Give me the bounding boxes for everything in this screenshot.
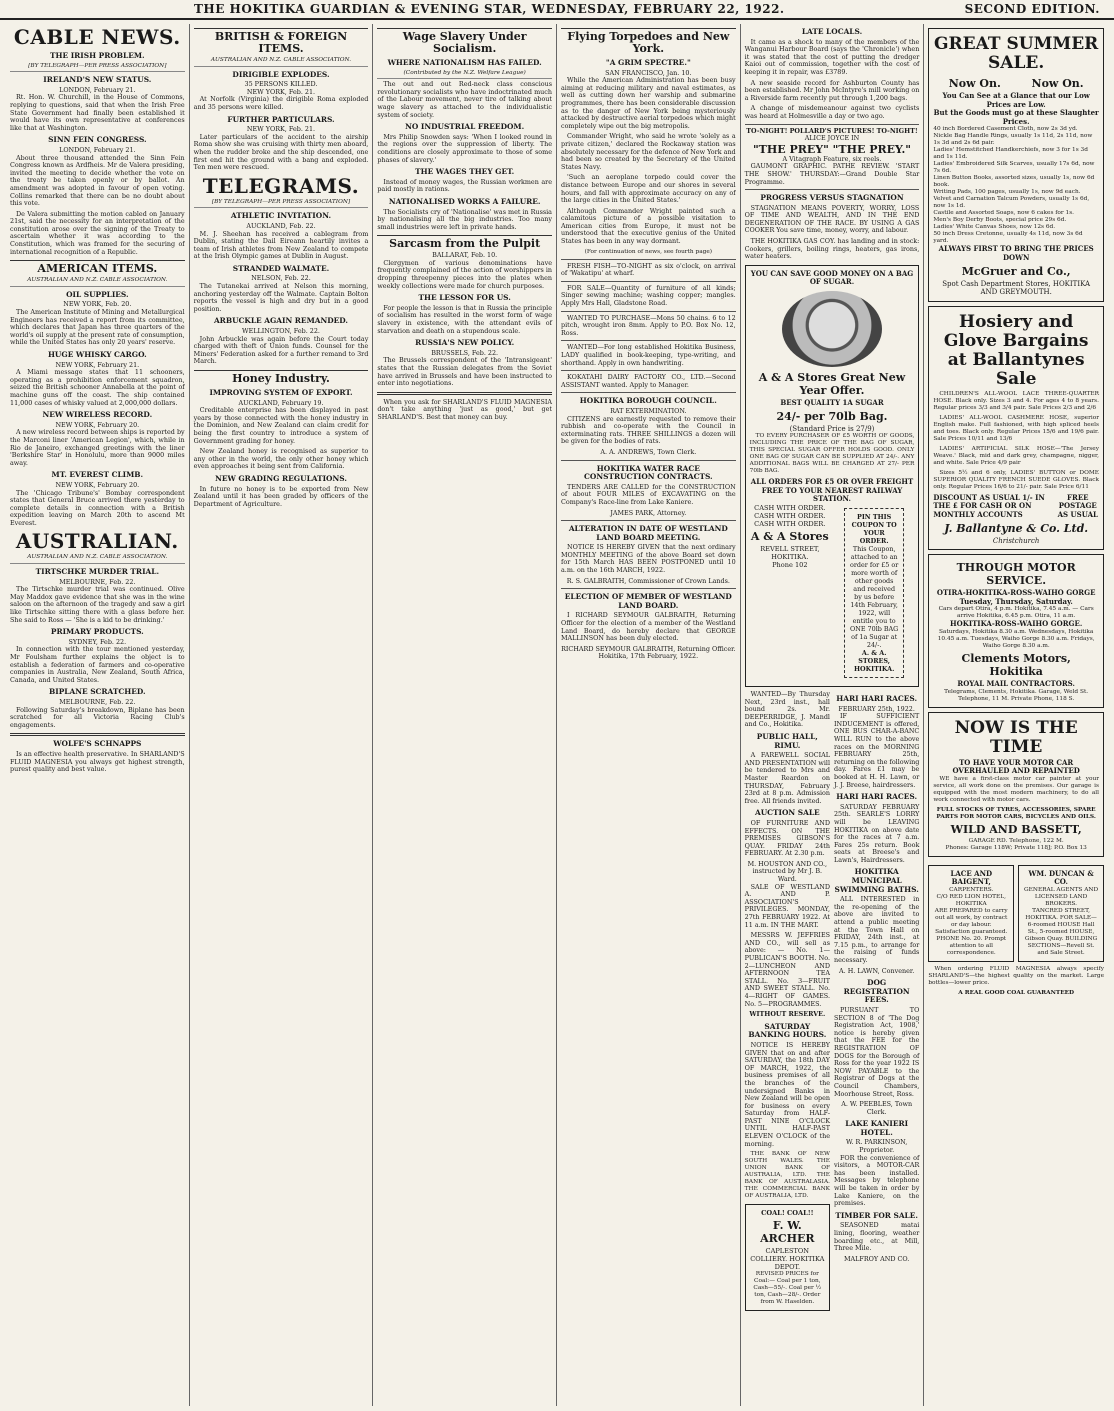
notice-signature: JAMES PARK, Attorney.: [610, 508, 687, 517]
article-heading: NEW GRADING REGULATIONS.: [215, 473, 347, 483]
garage-stocks: FULL STOCKS OF TYRES, ACCESSORIES, SPARE PARTS FOR MOTOR CARS, BICYCLES AND OILS.: [936, 806, 1096, 820]
dateline: SAN FRANCISCO, Jan. 10.: [605, 68, 692, 77]
article-text: About three thousand attended the Sinn Fein Congress known as Ardfheis. Mr de Valera presiding, invited the meeting to decide whether the vote on the treaty be taken openly or by ballot. An amendment was adopted in favour of open voting. Collins remarked that there can be no doubt about this vote.: [10, 153, 185, 208]
garage-ad: [928, 712, 1104, 857]
column-6: [924, 24, 1108, 1406]
article-heading: ATHLETIC INVITATION.: [230, 211, 332, 221]
notice-signature: M. HOUSTON AND CO., instructed by Mr J. B. Ward.: [747, 859, 828, 884]
dateline: AUCKLAND, February 19.: [238, 398, 324, 407]
notice-text: SATURDAY FEBRUARY 25th. SEARLE'S LORRY will be LEAVING HOKITIKA on above date for the races at 7 a.m. Fares 25s return. Book seats at Breese's and Lawn's, Hairdressers.: [833, 802, 920, 864]
notice-heading: LAKE KANIERI HOTEL.: [845, 1119, 909, 1137]
article-heading: IRELAND'S NEW STATUS.: [43, 75, 152, 85]
dateline: LONDON, February 21.: [59, 145, 136, 154]
list-item: Writing Pads, 100 pages, usually 1s, now 9d each.: [933, 189, 1081, 196]
sugar-ad-price: 24/- per 70lb Bag.: [776, 409, 888, 423]
notice-text: FOR the convenience of visitors, a MOTOR-CAR has been installed. Messages by telephone will be taken in order by Lake Kaniere, on the premises.: [833, 1153, 920, 1208]
notice-heading: ELECTION OF MEMBER OF WESTLAND LAND BOARD.: [564, 592, 732, 610]
dateline: WELLINGTON, Feb. 22.: [242, 327, 320, 336]
store-address: REVELL STREET, HOKITIKA.: [760, 545, 820, 561]
list-item: Ladies' White Canvas Shoes, now 12s 6d.: [933, 224, 1056, 231]
article-text: Commander Wright, who said he wrote 'solely as a private citizen,' declared the Rockaway station was absolutely necessary for the defence of New York and had been so created by the Secretary of the United States Navy.: [561, 132, 736, 171]
sugar-ad: [745, 265, 920, 687]
coupon-signature: A. & A. STORES, HOKITIKA.: [853, 649, 895, 673]
article-heading: STRANDED WALMATE.: [232, 263, 330, 273]
sugar-ad-title: A & A Stores Great New Year Offer.: [758, 371, 906, 398]
continued-note: (For continuation of news, see fourth page): [584, 248, 713, 255]
classified-ad: FOR SALE—Quantity of furniture of all kinds; Singer sewing machine; washing copper; mangles. Apply Mrs Hall, Gladstone Road.: [561, 283, 736, 308]
coupon-heading: PIN THIS COUPON TO YOUR ORDER.: [851, 513, 897, 545]
ad-text: When ordering FLUID MAGNESIA always specify SHARLAND'S—the highest quality on the market. Large bottles—lower price.: [928, 965, 1104, 986]
coal-merchant-subtitle: CAPLESTON COLLIERY. HOKITIKA DEPOT.: [750, 1247, 825, 1272]
sugar-ad-quality: BEST QUALITY 1A SUGAR: [780, 398, 884, 408]
article-heading: THE LESSON FOR US.: [418, 293, 511, 303]
store-name: A & A Stores: [750, 530, 829, 543]
australian-heading: AUSTRALIAN.: [15, 529, 179, 554]
article-text: Rt. Hon. W. Churchill, in the House of Commons, replying to questions, said that when the Irish Free State Government had finally been established it would have its own representative at conferences like that at Washington.: [10, 93, 185, 132]
article-heading: ARBUCKLE AGAIN REMANDED.: [213, 316, 349, 326]
motor-firm-subtitle: ROYAL MAIL CONTRACTORS.: [957, 678, 1075, 688]
dateline: MELBOURNE, Feb. 22.: [59, 697, 136, 706]
store-name: J. Ballantyne & Co. Ltd.: [944, 521, 1089, 535]
notice-heading: HOKITIKA BOROUGH COUNCIL.: [579, 396, 717, 406]
notice-signature: A. H. LAWN, Convener.: [839, 966, 915, 975]
film-subtitle: A Vitagraph Feature, six reels.: [782, 154, 882, 163]
notice-heading: HOKITIKA WATER RACE CONSTRUCTION CONTRACTS.: [584, 463, 713, 482]
article-text: For people the lesson is that in Russia the principle of socialism has resulted in the worst form of wage slavery in existence, with the attendant evils of starvation and death on a stupendous scale.: [377, 303, 552, 335]
article-text: The Tutanekai arrived at Nelson this morning, anchoring yesterday off the Walmate. Captain Bolton reports the vessel is high and dry but in a good position.: [193, 282, 369, 313]
summer-sale-title: GREAT SUMMER SALE.: [934, 34, 1099, 73]
article-heading: WHERE NATIONALISM HAS FAILED.: [387, 58, 542, 67]
notice-text: MESSRS W. JEFFRIES AND CO., will sell as above: — No. 1—PUBLICAN'S BOOTH. No. 2—LUNCHEON AND AFTERNOON TEA STALL. No. 3—FRUIT AND SWEET STALL. No. 4—RIGHT OF GAMES. No. 5—PROGRAMMES.: [744, 931, 830, 1008]
dateline: BRUSSELS, Feb. 22.: [431, 348, 499, 357]
coal-ad: [745, 1204, 830, 1311]
motor-days: Tuesday, Thursday, Saturday.: [959, 596, 1073, 606]
motor-phone: Telegrams, Clements, Hokitika. Garage, Weld St. Telephone, 11 M. Private Phone, 118 S.: [944, 688, 1089, 702]
hosiery-title: Hosiery and Glove Bargains at Ballantynes Sale: [943, 311, 1089, 389]
bank-list: THE BANK OF NEW SOUTH WALES. THE UNION BANK OF AUSTRALIA, LTD. THE BANK OF AUSTRALASIA. THE COMMERCIAL BANK OF AUSTRALIA, LTD.: [744, 1151, 830, 1200]
article-text: The Socialists cry of 'Nationalise' was met in Russia by nationalising all the big industries. Too many small industries were left in private hands.: [377, 207, 552, 231]
article-text: The American Institute of Mining and Metallurgical Engineers has received a report from its committee, which declares that Japan has three quarters of the world's oil supply at the present rate of consumption, while the United States has only 20 years' reserve.: [10, 308, 185, 347]
garage-subtitle: TO HAVE YOUR MOTOR CAR OVERHAULED AND REPAINTED: [952, 757, 1080, 776]
article-text: 'Such an aeroplane torpedo could cover the distance between Europe and our shores in several hours, and fall with approximate accuracy on any of the large cities in the United States.': [561, 173, 736, 205]
coal-heading: COAL! COAL!!: [761, 1209, 814, 1218]
ad-text: STAGNATION MEANS POVERTY, WORRY, LOSS OF TIME AND WEALTH, AND IN THE END DEGENERATION OF THE RACE. BY USING A GAS COOKER You save time, money, worry, and labour.: [744, 203, 920, 235]
firm-text: ARE PREPARED to carry out all work, by contract or day labour. Satisfaction guaranteed. PHONE No. 20. Prompt attention to all correspondence.: [934, 907, 1008, 956]
column-3: [373, 24, 557, 1406]
motor-times: Saturdays, Hokitika 8.30 a.m. Wednesdays, Hokitika 10.45 a.m. Tuesdays, Waiho Gorge 8.30 a.m. Fridays, Waiho Gorge 8.30 a.m.: [937, 628, 1095, 649]
motor-service-title: THROUGH MOTOR SERVICE.: [956, 561, 1076, 588]
sugar-ad-orders: ALL ORDERS FOR £5 OR OVER FREIGHT FREE TO YOUR NEAREST RAILWAY STATION.: [750, 477, 914, 504]
classified-ad: WANTED—By Thursday Next, 23rd inst., hall bound 2s. Mr. DEEPERRIDGE, J. Mandl and Co., Hokitika.: [744, 690, 830, 729]
garage-name: WILD AND BASSETT,: [950, 822, 1082, 836]
article-heading: HUGE WHISKY CARGO.: [47, 350, 147, 359]
sugar-coupon: [844, 508, 904, 678]
duncan-ad: [1018, 865, 1104, 962]
list-item: Men's Boy Derby Boots, special price 29s 6d.: [933, 217, 1067, 224]
credit-line: AUSTRALIAN AND N.Z. CABLE ASSOCIATION.: [10, 554, 185, 564]
store-name: McGruer and Co.,: [961, 264, 1071, 278]
article-text: M. J. Sheehan has received a cablegram from Dublin, stating the Dail Eireann heartily invites a team of Irish athletes from New Zealand to compete at the Irish Olympic games at Dublin in August.: [193, 229, 369, 261]
credit-line: AUSTRALIAN AND N.Z. CABLE ASSOCIATION.: [10, 277, 185, 287]
summer-sale-glance: You Can See at a Glance that our Low Prices are Low.: [942, 91, 1090, 109]
notice-heading: TIMBER FOR SALE.: [835, 1210, 918, 1220]
notice-text: SEASONED matai lining, flooring, weather boarding etc., at Mill, Three Mile.: [833, 1221, 920, 1253]
list-item: Castile and Assorted Soaps, now 6 cakes for 1s.: [933, 210, 1075, 217]
without-reserve: WITHOUT RESERVE.: [749, 1010, 826, 1019]
article-text: The out and out Red-neck class conscious revolutionary socialists who have indoctrinated much of the Labour movement, never tire of talking about wage slavery as attached to the individualistic system of society.: [377, 80, 552, 119]
summer-sale-ad: [928, 28, 1104, 302]
article-heading: SINN FEIN CONGRESS.: [48, 135, 147, 145]
credit-line: (Contributed by the N.Z. Welfare League): [377, 70, 552, 80]
article-text: A new seaside record for Ashburton County has been established. Mr John McIntyre's mill working on a Riverside farm recently put through 1,200 bags.: [744, 78, 920, 102]
film-title: "THE PREY" "THE PREY.": [752, 142, 912, 156]
notice-heading: PUBLIC HALL, RIMU.: [756, 731, 818, 750]
classified-ad: WANTED TO PURCHASE—Mons 50 chains. 6 to 12 pitch, wrought iron 8mm. Apply to P.O. Box No. 12, Ross.: [561, 313, 736, 337]
now-on-label: Now On.: [1031, 77, 1084, 90]
edition-label: SECOND EDITION.: [964, 2, 1100, 16]
article-text: Following Saturday's breakdown, Biplane has been scratched for all Victoria Racing Club's engagements.: [10, 705, 185, 729]
article-text: At Norfolk (Virginia) the dirigible Roma exploded and 35 persons were killed.: [193, 95, 369, 111]
notice-heading: HARI HARI RACES.: [836, 792, 918, 802]
article-heading: PRIMARY PRODUCTS.: [50, 627, 144, 637]
notice-text: ALL INTERESTED in the re-opening of the above are invited to attend a public meeting at the Town Hall on FRIDAY, 24th inst., at 7.15 p.m., to arrange for the raising of funds necessary.: [833, 895, 920, 964]
list-item: LADIES' ARTIFICIAL SILK HOSE—'The Jersey Weave.' Black, mid and dark grey, champagne, nigger, and white. Sale Price 4/9 pair: [933, 445, 1099, 466]
article-text: New Zealand honey is recognised as superior to any other in the world, the only other honey which even approaches it being sent from California.: [193, 447, 369, 471]
notice-signature: R. S. GALBRAITH, Commissioner of Crown Lands.: [566, 576, 730, 585]
sugar-ad-standard-price: (Standard Price is 27/9): [789, 424, 875, 433]
cash-with-order: CASH WITH ORDER.: [754, 504, 826, 512]
firm-subtitle: CARPENTERS.: [949, 886, 994, 893]
classified-ad: KOKATAHI DAIRY FACTORY CO., LTD.—Second ASSISTANT wanted. Apply to Manager.: [561, 373, 736, 389]
list-item: Ladies' Embroidered Silk Scarves, usually 17s 6d, now 7s 6d.: [933, 161, 1095, 175]
coal-prices: REVISED PRICES for Coal:— Coal per 1 ton, Cash—55/-. Coal per ½ ton, Cash—28/-. Order from W. Haselden.: [753, 1271, 822, 1306]
article-text: While the American Administration has been busy aiming at reducing military and naval estimates, as well as cutting down her warship and submarine programmes, there has been considerable discussion as to the danger of New York being mysteriously attacked by destructive aerial torpedoes which might completely wipe out the big metropolis.: [561, 76, 736, 130]
article-heading: THE WAGES THEY GET.: [415, 167, 515, 177]
summer-sale-items: [933, 126, 1099, 245]
cash-with-order: CASH WITH ORDER.: [754, 520, 826, 528]
section-heading: Honey Industry.: [194, 370, 369, 385]
notice-heading: ALTERATION IN DATE OF WESTLAND LAND BOARD MEETING.: [568, 524, 728, 542]
notice-signature: A. W. PEEBLES, Town Clerk.: [841, 1100, 913, 1116]
article-text: Later particulars of the accident to the airship Roma show she was cruising with thirty men aboard, when the rudder broke and the ship descended, one first end hit the ground with a bang and exploded. Ten men were rescued.: [193, 132, 369, 172]
section-heading: AMERICAN ITEMS.: [10, 260, 185, 275]
newspaper-page: [6, 24, 1108, 1406]
notice-signature: MALFROY AND CO.: [844, 1254, 910, 1263]
dateline: AUCKLAND, Feb. 22.: [246, 221, 316, 230]
article-text: Creditable enterprise has been displayed in past years by those connected with the honey industry in the Dominion, and New Zealand can claim credit for being the first country to introduce a system of Government grading for honey.: [193, 406, 369, 445]
garage-phone: Phones: Garage 118W; Private 118J; P.O. Box 13: [945, 844, 1087, 851]
list-item: 40 inch Bordered Casement Cloth, now 2s 3d yd.: [933, 126, 1078, 133]
list-item: Velvet and Carnation Talcum Powders, usually 1s 6d, now 1s 1d.: [933, 196, 1090, 210]
store-subtitle: Spot Cash Department Stores, HOKITIKA AND GREYMOUTH.: [942, 279, 1091, 297]
article-text: John Arbuckle was again before the Court today charged with theft of Union funds. Counsel for the Miners' Federation asked for a further remand to 3rd March.: [193, 334, 369, 366]
article-heading: FURTHER PARTICULARS.: [227, 114, 335, 124]
list-item: Sizes 5½ and 6 only, LADIES' BUTTON or DOME SUPERIOR QUALITY FRENCH SUEDE GLOVES. Black only. Regular Prices 16/6 to 21/- pair. Sale Price 6/11: [933, 469, 1099, 490]
article-heading: "A GRIM SPECTRE.": [605, 58, 691, 67]
article-text: The Tirtschke murder trial was continued. Olive May Maddox gave evidence that she was in the wine saloon on the afternoon of the tragedy and saw a girl like Tirtschke sitting there with a glass before her. She said to Ross — 'She is a kid to be drinking.': [10, 585, 185, 624]
ad-text: Is an effective health preservative. In SHARLAND'S FLUID MAGNESIA you always get highest strength, purest quality and best value.: [10, 749, 185, 774]
notice-text: NOTICE IS HEREBY GIVEN that the next ordinary MONTHLY MEETING of the above Board set down for 15th March HAS BEEN POSTPONED until 10 a.m. on the 16th MARCH, 1922.: [561, 543, 736, 575]
ad-text: THE HOKITIKA GAS COY. has landing and in stock: Cookers, grillers, boiling rings, heaters, gas irons, water heaters.: [744, 237, 920, 261]
list-item: LADIES' ALL-WOOL CASHMERE HOSE, superior English make. Full fashioned, with high spliced heels and toes. Black only. Regular Prices 15/6 and 19/6 pair. Sale Prices 10/11 and 13/6: [933, 414, 1099, 442]
section-heading: LATE LOCALS.: [801, 27, 863, 36]
telegrams-heading: TELEGRAMS.: [202, 173, 360, 198]
coupon-text: This Coupon, attached to an order for £5 or more worth of other goods and received by us before 14th February, 1922, will entitle you to ONE 70lb BAG of 1a Sugar at 24/-.: [850, 545, 899, 649]
store-city: Christchurch: [992, 536, 1040, 545]
dateline: BALLARAT, Feb. 10.: [432, 251, 498, 260]
now-on-label: Now On.: [948, 77, 1001, 90]
film-cast: ALICE JOYCE IN: [804, 134, 860, 143]
article-heading: DIRIGIBLE EXPLODES.: [232, 69, 330, 79]
classified-ad: WANTED—For long established Hokitika Business, LADY qualified in book-keeping, type-writing, and shorthand. Apply in own handwriting.: [561, 343, 736, 367]
list-item: Nickle Bag Handle Rings, usually 1s 11d, 2s 11d, now 1s 3d and 2s 6d pair.: [933, 133, 1093, 147]
article-text: De Valera submitting the motion cabled on January 21st, said the necessity for an interpretation of the constitution arose over the signing of the Treaty to ascertain whether it was according to the Constitution, which was framed for the securing of international recognition of a Republic.: [10, 209, 185, 256]
postage-note: FREE POSTAGE AS USUAL: [1057, 492, 1098, 519]
store-phone: Phone 102: [772, 561, 808, 569]
sugar-ad-terms: TO EVERY PURCHASER OF £5 WORTH OF GOODS, INCLUDING THE PRICE OF THE BAG OF SUGAR, THIS SPECIAL SUGAR OFFER HOLDS GOOD. ONLY ONE BAG OF SUGAR CAN BE SUPPLIED AT 24/-. ANY ADDITIONAL BAGS WILL BE CHARGED AT 27/- PER 70lb BAG.: [749, 433, 915, 475]
dateline: LONDON, February 21.: [59, 85, 136, 94]
notice-heading: DOG REGISTRATION FEES.: [843, 978, 910, 1005]
cash-with-order: CASH WITH ORDER.: [754, 512, 826, 520]
notice-heading: AUCTION SALE: [754, 808, 820, 818]
coal-merchant-name: F. W. ARCHER: [760, 1219, 815, 1246]
notice-text: PURSUANT TO SECTION 8 of 'The Dog Registration Act, 1908,' notice is hereby given that the FEE for the REGISTRATION OF DOGS for the Borough of Ross for the year 1922 IS NOW PAYABLE to the Registrar of Dogs at the Council Chambers, Moorhouse Street, Ross.: [833, 1005, 920, 1098]
classified-ad: FRESH FISH—TO-NIGHT as six o'clock, on arrival of 'Wakatipu' at wharf.: [561, 261, 736, 278]
article-text: It came as a shock to many of the members of the Wanganui Harbour Board (says the 'Chronicle') when it was stated that the cost of putting the dredger Kaioi out of commission, together with the cost of keeping it in repair, was £3789.: [744, 37, 920, 76]
pictures-banner: TO-NIGHT! POLLARD'S PICTURES! TO-NIGHT!: [746, 126, 918, 135]
credit-line: [BY TELEGRAPH—PER PRESS ASSOCIATION]: [10, 63, 185, 73]
article-text: The Brussels correspondent of the 'Intransigeant' states that the Russian delegates from the Soviet have arrived in Brussels and have been instructed to enter into negotiations.: [377, 356, 552, 388]
now-is-the-time: NOW IS THE TIME: [954, 717, 1078, 757]
firm-text: TANCRED STREET, HOKITIKA. FOR SALE—6-roomed HOUSE Hall St., 5-roomed HOUSE, Gibson Quay. BUILDING SECTIONS—Revell St. and Sale Street.: [1024, 907, 1098, 956]
motor-route: OTIRA-HOKITIKA-ROSS-WAIHO GORGE: [936, 588, 1096, 598]
notice-signature: A. A. ANDREWS, Town Clerk.: [600, 447, 697, 456]
notice-signature: RICHARD SEYMOUR GALBRAITH, Returning Officer. Hokitika, 17th February, 1922.: [561, 644, 736, 661]
section-heading: Wage Slavery Under Socialism.: [377, 28, 552, 55]
notice-text: NOTICE IS HEREBY GIVEN that on and after SATURDAY, the 18th DAY OF MARCH, 1922, the business premises of all the branches of the undersigned Banks in New Zealand will be open for business on every Saturday from HALF-PAST NINE O'CLOCK UNTIL HALF-PAST ELEVEN O'CLOCK of the morning.: [744, 1040, 830, 1148]
hosiery-ad: [928, 306, 1104, 550]
notice-text: I RICHARD SEYMOUR GALBRAITH, Returning Officer for the election of a member of the Westland Land Board, do hereby declare that GEORGE MALLINSON has been duly elected.: [561, 611, 736, 643]
article-heading: NATIONALISED WORKS A FAILURE.: [388, 196, 541, 206]
dateline: NEW YORK, Feb. 20.: [63, 300, 132, 309]
firm-subtitle: GENERAL AGENTS AND LICENSED LAND BROKERS.: [1024, 886, 1099, 907]
article-heading: BIPLANE SCRATCHED.: [49, 687, 146, 697]
dateline: NEW YORK, Feb. 21.: [246, 87, 316, 96]
notice-text: IF SUFFICIENT INDUCEMENT is offered, ONE BUS CHAR-A-BANC WILL RUN to the above races on the MORNING FEBRUARY 25th, returning on the following day. Fares £1 may be booked at H. H. Lawn, or J. J. Breese, hairdressers.: [833, 712, 920, 789]
list-item: Linen Button Books, assorted sizes, usually 1s, now 6d book.: [933, 175, 1095, 189]
credit-line: [BY TELEGRAPH—PER PRESS ASSOCIATION]: [194, 199, 369, 209]
article-text: A change of misdemeanour against two cyclists was heard at Holmesville a day or two ago.: [744, 104, 920, 120]
motor-service-ad: [928, 554, 1104, 707]
discount-note: DISCOUNT AS USUAL 1/- IN THE £ FOR CASH OR ON MONTHLY ACCOUNTS: [933, 492, 1045, 519]
column-4: [557, 24, 741, 1406]
firm-name: LACE AND BAIGENT,: [950, 868, 993, 887]
dateline: NEW YORK, February 20.: [55, 480, 140, 489]
ad-text: When you ask for SHARLAND'S FLUID MAGNESIA don't take anything 'just as good,' but get SHARLAND'S. Best that money can buy.: [377, 397, 552, 421]
credit-line: AUSTRALIAN AND N.Z. CABLE ASSOCIATION.: [194, 57, 369, 67]
article-text: Although Commander Wright painted such a calamitous picture of a possible visitation to American cities from Europe, it must not be understood that the executive genius of the United States has been in any way dormant.: [561, 206, 736, 246]
dateline: NEW YORK, February 20.: [55, 420, 140, 429]
dateline: MELBOURNE, Feb. 22.: [59, 577, 136, 586]
article-heading: MT. EVEREST CLIMB.: [51, 470, 144, 480]
article-heading: NEW WIRELESS RECORD.: [42, 410, 153, 420]
firm-address: C/O RED LION HOTEL, HOKITIKA: [936, 893, 1006, 907]
article-heading: TIRTSCHKE MURDER TRIAL.: [35, 567, 160, 577]
coal-guarantee: A REAL GOOD COAL GUARANTEED: [958, 989, 1075, 996]
notice-text: OF FURNITURE AND EFFECTS. ON THE PREMISES GIBSON'S QUAY. FRIDAY 24th FEBRUARY. At 2.30 p.m.: [744, 818, 830, 858]
motor-firm: Clements Motors, Hokitika: [961, 651, 1071, 678]
section-heading: Sarcasm from the Pulpit: [377, 235, 552, 250]
garage-address: GARAGE RD. Telephone, 122 M.: [968, 837, 1064, 844]
section-heading: Flying Torpedoes and New York.: [561, 28, 736, 55]
notice-text: TENDERS ARE CALLED for the CONSTRUCTION of about FOUR MILES of EXCAVATING on the Company's Race-line from Lake Kaniere.: [561, 482, 736, 506]
sugar-ad-headline: YOU CAN SAVE GOOD MONEY ON A BAG OF SUGAR.: [750, 268, 914, 287]
cable-news-heading: CABLE NEWS.: [13, 25, 181, 49]
article-heading: OIL SUPPLIES.: [66, 289, 129, 299]
article-text: Instead of money wages, the Russian workmen are paid mostly in rations.: [377, 177, 552, 194]
notice-text: CITIZENS are earnestly requested to remove their rubbish and co-operate with the Council in exterminating rats. THREE SHILLINGS a dozen will be given for the bodies of rats.: [561, 414, 736, 446]
list-item: 50 inch Dress Cretonne, usually 4s 11d, now 3s 6d yard.: [933, 231, 1083, 245]
notice-heading: HARI HARI RACES.: [836, 694, 918, 703]
notice-text: A FAREWELL SOCIAL AND PRESENTATION will be tendered to Mrs and Master Reardon on THURSDAY, February 23rd at 8 p.m. Admission free. All friends invited.: [744, 751, 830, 805]
dateline: NELSON, Feb. 22.: [251, 274, 311, 283]
column-2: [190, 24, 374, 1406]
notice-heading: SATURDAY BANKING HOURS.: [748, 1021, 827, 1040]
notice-heading: HOKITIKA MUNICIPAL SWIMMING BATHS.: [834, 867, 919, 894]
notice-text: SALE OF WESTLAND A. AND P. ASSOCIATION'S PRIVILEGES. MONDAY, 27th FEBRUARY 1922. At 11 a.m. IN THE MART.: [744, 882, 830, 929]
article-text: A Miami message states that 11 schooners, operating as a prohibition enforcement squadron, seized the British schooner Annabella at the point of machine guns off the coast. The ship contained 11,000 cases of whisky valued at 2,000,000 dollars.: [10, 368, 185, 407]
article-heading: NO INDUSTRIAL FREEDOM.: [405, 122, 525, 132]
advert-face-illustration: [782, 291, 882, 367]
article-heading: RUSSIA'S NEW POLICY.: [415, 338, 515, 348]
notice-date: FEBRUARY 25th, 1922.: [838, 704, 915, 713]
article-text: Mrs Philip Snowden says: 'When I looked round in the regions over the suppression of liberty. The conditions are closely approximate to those of some phases of slavery.': [377, 132, 552, 164]
section-heading: BRITISH & FOREIGN ITEMS.: [194, 28, 369, 55]
article-text: A new wireless record between ships is reported by the Marconi liner 'American Legion', which, while in Rio de Janeiro, exchanged greetings with the liner 'Berkshire Star' in Honolulu, more than 9000 miles away.: [10, 428, 185, 467]
subheading: 35 PERSONS KILLED.: [244, 80, 318, 89]
article-heading: IMPROVING SYSTEM OF EXPORT.: [209, 388, 353, 397]
firm-name: WM. DUNCAN & CO.: [1028, 868, 1094, 887]
notice-subheading: RAT EXTERMINATION.: [610, 406, 687, 415]
motor-route: HOKITIKA-ROSS-WAIHO GORGE.: [950, 619, 1083, 629]
newspaper-title: THE HOKITIKA GUARDIAN & EVENING STAR, WEDNESDAY, FEBRUARY 22, 1922.: [193, 2, 785, 16]
motor-times: Cars depart Otira, 4 p.m. Hokitika, 7.45 a.m. — Cars arrive Hokitika, 6.45 p.m. Otira, 11 a.m.: [938, 606, 1094, 620]
column-5: [741, 24, 925, 1406]
list-item: CHILDREN'S ALL-WOOL LACE THREE-QUARTER HOSE. Black only. Sizes 3 and 4. For ages 4 to 8 years. Regular prices 3/3 and 3/4 pair. Sale Prices 2/3 and 2/6: [933, 390, 1099, 411]
dateline: NEW YORK, Feb. 21.: [246, 125, 316, 134]
irish-problem-heading: THE IRISH PROBLEM.: [50, 51, 145, 60]
hosiery-items: [933, 391, 1099, 491]
notice-subheading: W. R. PARKINSON, Proprietor.: [846, 1138, 908, 1155]
lace-baigent-ad: [928, 865, 1014, 962]
masthead: [0, 0, 1114, 20]
ad-heading: WOLFE'S SCHNAPPS: [53, 739, 142, 749]
article-text: In connection with the tour mentioned yesterday, Mr Foulsham further explains the object is to establish a federation of farmers and co-operative companies in Australia, New Zealand, South Africa, Canada, and United States.: [10, 645, 185, 684]
article-text: The 'Chicago Tribune's' Bombay correspondent states that General Bruce arrived there yesterday to complete details in connection with a British expedition leaving on March 20th to ascend Mt Everest.: [10, 488, 185, 527]
dateline: SYDNEY, Feb. 22.: [68, 637, 127, 646]
garage-text: WE have a first-class motor car painter at your service, all work done on the premises. Our garage is equipped with the most modern machinery, to do all work connected with motor cars.: [933, 775, 1099, 803]
dateline: NEW YORK, February 21.: [55, 360, 140, 369]
article-text: Clergymen of various denominations have frequently complained of the action of worshippers in dropping threepenny pieces into the plates when weekly collections were made for church purposes.: [377, 258, 552, 290]
film-text: GAUMONT GRAPHIC. PATHE REVIEW. 'START THE SHOW.' THURSDAY:—Grand Double Star Programme.: [744, 162, 920, 186]
column-1: [6, 24, 190, 1406]
ad-heading: PROGRESS VERSUS STAGNATION: [760, 193, 904, 203]
summer-sale-slogan: ALWAYS FIRST TO BRING THE PRICES DOWN: [938, 244, 1094, 262]
summer-sale-goods: But the Goods must go at these Slaughter Prices.: [933, 108, 1099, 126]
list-item: Ladies' Hemstitched Handkerchiefs, now 3 for 1s 3d and 1s 11d.: [933, 147, 1088, 161]
article-text: In future no honey is to be exported from New Zealand until it has been graded by officers of the Department of Agriculture.: [193, 484, 369, 508]
